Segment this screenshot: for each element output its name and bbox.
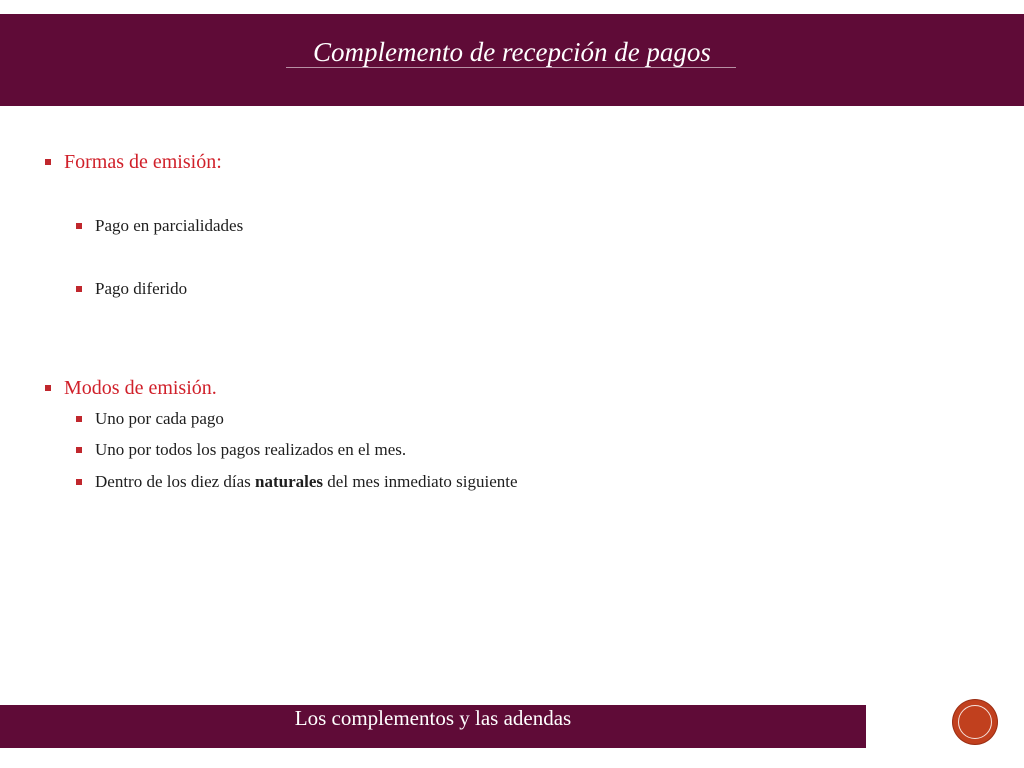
emphasis-naturales: naturales [255,472,324,491]
list-item [95,439,406,461]
list-item-text: Uno por cada pago [95,409,224,428]
bullet-square-icon [76,286,82,292]
list-item-text-after: del mes inmediato siguiente [323,472,518,491]
bullet-square-icon [76,447,82,453]
bullet-square-icon [76,223,82,229]
list-item-text-before: Dentro de los diez días [95,472,256,491]
list-item [95,278,187,300]
list-item-text: Uno por todos los pagos realizados en el mes. [95,440,407,459]
list-item-text: Pago diferido [95,279,188,298]
section-heading-text: Modos de emisión. [64,377,217,399]
page-number-circle-icon [953,700,997,744]
section-heading-formas [64,150,222,174]
slide-title: Complemento de recepción de pagos [313,37,711,67]
bullet-square-icon [45,385,51,391]
bullet-square-icon [76,416,82,422]
list-item [95,215,243,237]
title-underline [286,67,736,68]
page-number-ring [958,705,992,739]
bullet-square-icon [45,159,51,165]
bullet-square-icon [76,479,82,485]
footer-title: Los complementos y las adendas [294,706,572,730]
section-heading-text: Formas de emisión: [64,151,222,173]
section-heading-modos [64,376,217,400]
list-item [95,471,518,493]
list-item [95,408,224,430]
list-item-text: Pago en parcialidades [95,216,244,235]
